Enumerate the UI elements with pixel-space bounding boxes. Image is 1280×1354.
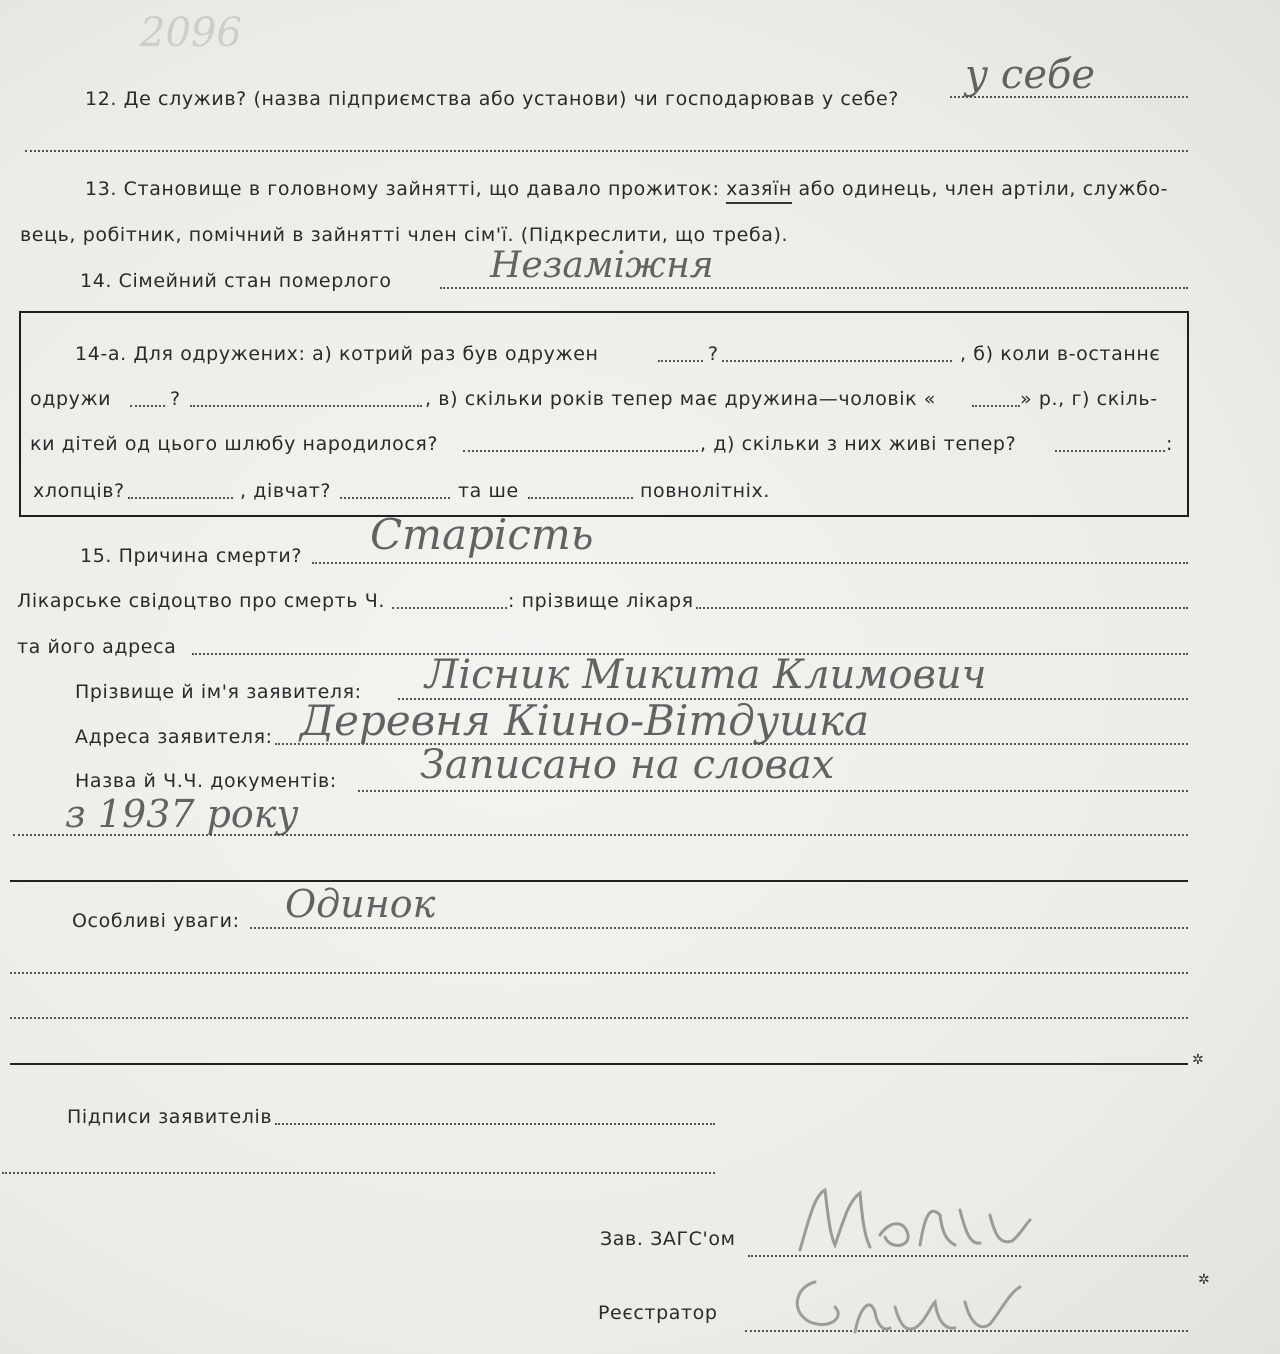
doctor-certificate-label: Лікарське свідоцтво про смерть Ч. bbox=[17, 590, 385, 612]
q14a-line2-c: » р., г) скіль- bbox=[1020, 388, 1158, 410]
q14a-adults-field bbox=[528, 497, 633, 499]
zags-head-label: Зав. ЗАГС'ом bbox=[600, 1228, 736, 1250]
doctor-name-label: : прізвище лікаря bbox=[508, 590, 694, 612]
q14-answer: Незаміжня bbox=[490, 245, 714, 286]
q14-label: 14. Сімейний стан померлого bbox=[80, 270, 392, 292]
q14a-spouse-age-field bbox=[972, 405, 1020, 407]
documents-label: Назва й Ч.Ч. документів: bbox=[75, 770, 337, 792]
notes-line-2 bbox=[10, 972, 1188, 974]
q14a-blank-1 bbox=[722, 360, 952, 362]
q15-label: 15. Причина смерти? bbox=[80, 545, 303, 567]
margin-speck: ✲ bbox=[1198, 1272, 1210, 1288]
q14a-qmark: ? bbox=[708, 343, 719, 365]
q13-line1-pre: 13. Становище в головному зайнятті, що давало прожиток: bbox=[85, 178, 720, 200]
applicant-name-label: Прізвище й ім'я заявителя: bbox=[75, 681, 362, 703]
married-info-box bbox=[19, 311, 1189, 517]
margin-speck: ✲ bbox=[1192, 1052, 1204, 1068]
documents-line bbox=[358, 790, 1188, 792]
q14a-line2-a: одружи bbox=[30, 388, 112, 410]
applicant-address-answer: Деревня Кіино-Вітдушка bbox=[300, 696, 870, 745]
q12-extra-line bbox=[25, 150, 1188, 152]
q14a-girls-field bbox=[340, 497, 450, 499]
q14a-line1 bbox=[75, 343, 599, 365]
q14a-marriage-count-field bbox=[658, 360, 703, 362]
q14a-blank-2 bbox=[190, 405, 422, 407]
q14a-line3-a: ки дітей од цього шлюбу народилося? bbox=[30, 433, 439, 455]
documents-answer: Записано на словах bbox=[420, 742, 835, 788]
q13-underlined-option: хазяїн bbox=[726, 178, 792, 204]
q14a-line4-d: повнолітніх. bbox=[640, 480, 770, 502]
q14a-line2-b: , в) скільки років тепер має дружина—чоловік « bbox=[425, 388, 937, 410]
q14a-children-born-field bbox=[463, 450, 698, 452]
q15-answer-line bbox=[312, 562, 1188, 564]
doctor-certificate-number bbox=[392, 607, 507, 609]
corner-mark: 2096 bbox=[140, 10, 242, 56]
zags-head-signature bbox=[790, 1175, 1070, 1260]
doctor-name-field bbox=[696, 607, 1188, 609]
applicant-address-label: Адреса заявителя: bbox=[75, 726, 273, 748]
q14a-line4-c: та ше bbox=[458, 480, 519, 502]
q14a-line4-a: хлопців? bbox=[33, 480, 125, 502]
doctor-address-label: та його адреса bbox=[17, 636, 177, 658]
q14a-line3-b: , д) скільки з них живі тепер? bbox=[700, 433, 1017, 455]
q14a-text-a: 14-а. Для одружених: а) котрий раз був одружен bbox=[75, 343, 599, 365]
section-divider-2 bbox=[10, 1063, 1188, 1065]
signatures-label: Підписи заявителів bbox=[67, 1106, 273, 1128]
q14a-colon: : bbox=[1166, 433, 1174, 455]
q14a-line1-b: , б) коли в-останнє bbox=[960, 343, 1161, 365]
notes-line-1 bbox=[250, 927, 1188, 929]
q14a-qmark-2: ? bbox=[170, 388, 181, 410]
section-divider-1 bbox=[10, 880, 1188, 882]
signatures-line-1 bbox=[275, 1123, 715, 1125]
q13-line1-post: або одинець, член артіли, службо- bbox=[798, 178, 1169, 200]
q14a-line4-b: , дівчат? bbox=[240, 480, 332, 502]
q12-answer: у себе bbox=[965, 52, 1096, 98]
registrar-signature bbox=[775, 1262, 1055, 1347]
notes-label: Особливі уваги: bbox=[72, 910, 240, 932]
notes-line-3 bbox=[10, 1017, 1188, 1019]
notes-answer: Одинок bbox=[285, 882, 436, 926]
documents-answer-2: з 1937 року bbox=[65, 792, 299, 836]
q13-line1 bbox=[85, 178, 1168, 200]
applicant-name-answer: Лісник Микита Климович bbox=[425, 652, 987, 698]
q14a-last-marriage-field bbox=[130, 405, 165, 407]
q15-answer: Старість bbox=[370, 510, 594, 559]
q14a-children-alive-field bbox=[1055, 450, 1165, 452]
signatures-line-2 bbox=[2, 1172, 715, 1174]
q12-label: 12. Де служив? (назва підприємства або установи) чи господарював у себе? bbox=[85, 88, 899, 110]
q14-answer-line bbox=[440, 287, 1188, 289]
q13-line2: вець, робітник, помічний в зайнятті член сім'ї. (Підкреслити, що треба). bbox=[20, 224, 789, 246]
q14a-boys-field bbox=[128, 497, 233, 499]
registrar-label: Реєстратор bbox=[598, 1302, 718, 1324]
